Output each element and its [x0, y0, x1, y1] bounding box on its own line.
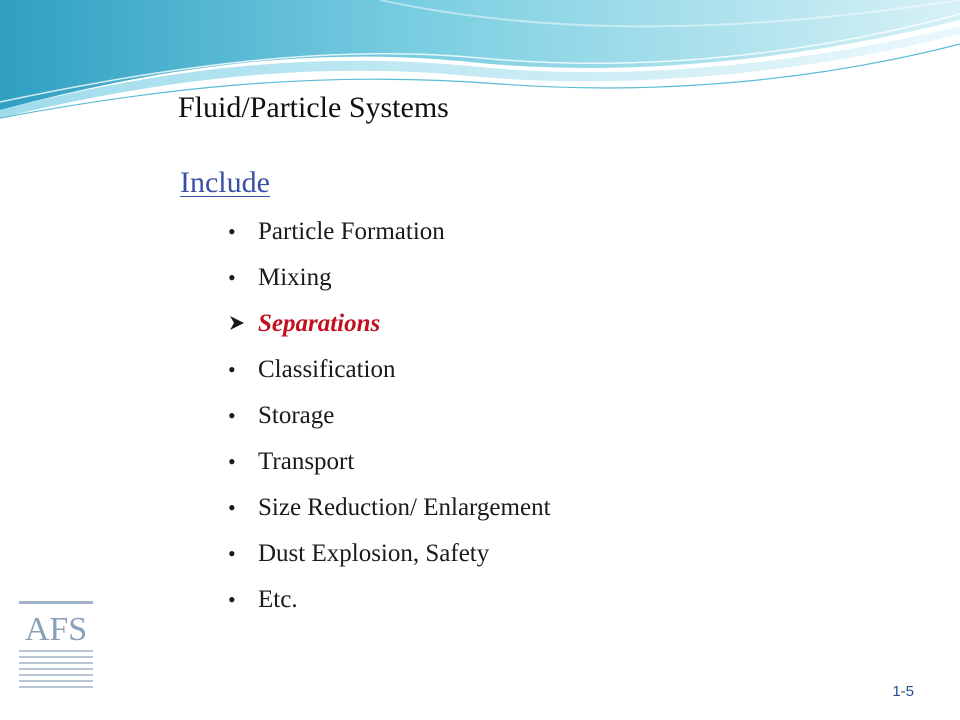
bullet-dot-icon: • — [228, 541, 236, 566]
arrow-bullet-icon — [228, 304, 258, 344]
bullet-text: Etc. — [258, 586, 298, 613]
slide-title: Fluid/Particle Systems — [178, 91, 449, 124]
afs-logo-text: AFS — [24, 611, 88, 648]
bullet-item — [228, 396, 551, 442]
bullet-text: Size Reduction/ Enlargement — [258, 494, 551, 521]
bullet-item — [228, 580, 551, 626]
bullet-text: Dust Explosion, Safety — [258, 540, 490, 567]
bullet-dot-icon: • — [228, 265, 236, 290]
bullet-text: Separations — [258, 310, 381, 337]
bullet-dot-icon: • — [228, 403, 236, 428]
bullet-item — [228, 534, 551, 580]
bullet-item — [228, 442, 551, 488]
slide-subtitle: Include — [180, 166, 270, 199]
bullet-text: Classification — [258, 356, 396, 383]
bullet-text: Storage — [258, 402, 335, 429]
afs-logo — [15, 600, 95, 692]
header-wave-decoration — [0, 0, 960, 130]
bullet-text: Transport — [258, 448, 355, 475]
bullet-dot-icon: • — [228, 449, 236, 474]
bullet-list — [228, 212, 551, 626]
bullet-dot-icon: • — [228, 219, 236, 244]
bullet-item — [228, 488, 551, 534]
bullet-item — [228, 258, 551, 304]
bullet-item — [228, 212, 551, 258]
bullet-item — [228, 304, 551, 350]
bullet-item — [228, 350, 551, 396]
page-number: 1-5 — [892, 683, 914, 700]
bullet-dot-icon: • — [228, 587, 236, 612]
bullet-text: Mixing — [258, 264, 332, 291]
bullet-dot-icon: • — [228, 357, 236, 382]
bullet-dot-icon: • — [228, 495, 236, 520]
bullet-text: Particle Formation — [258, 218, 445, 245]
